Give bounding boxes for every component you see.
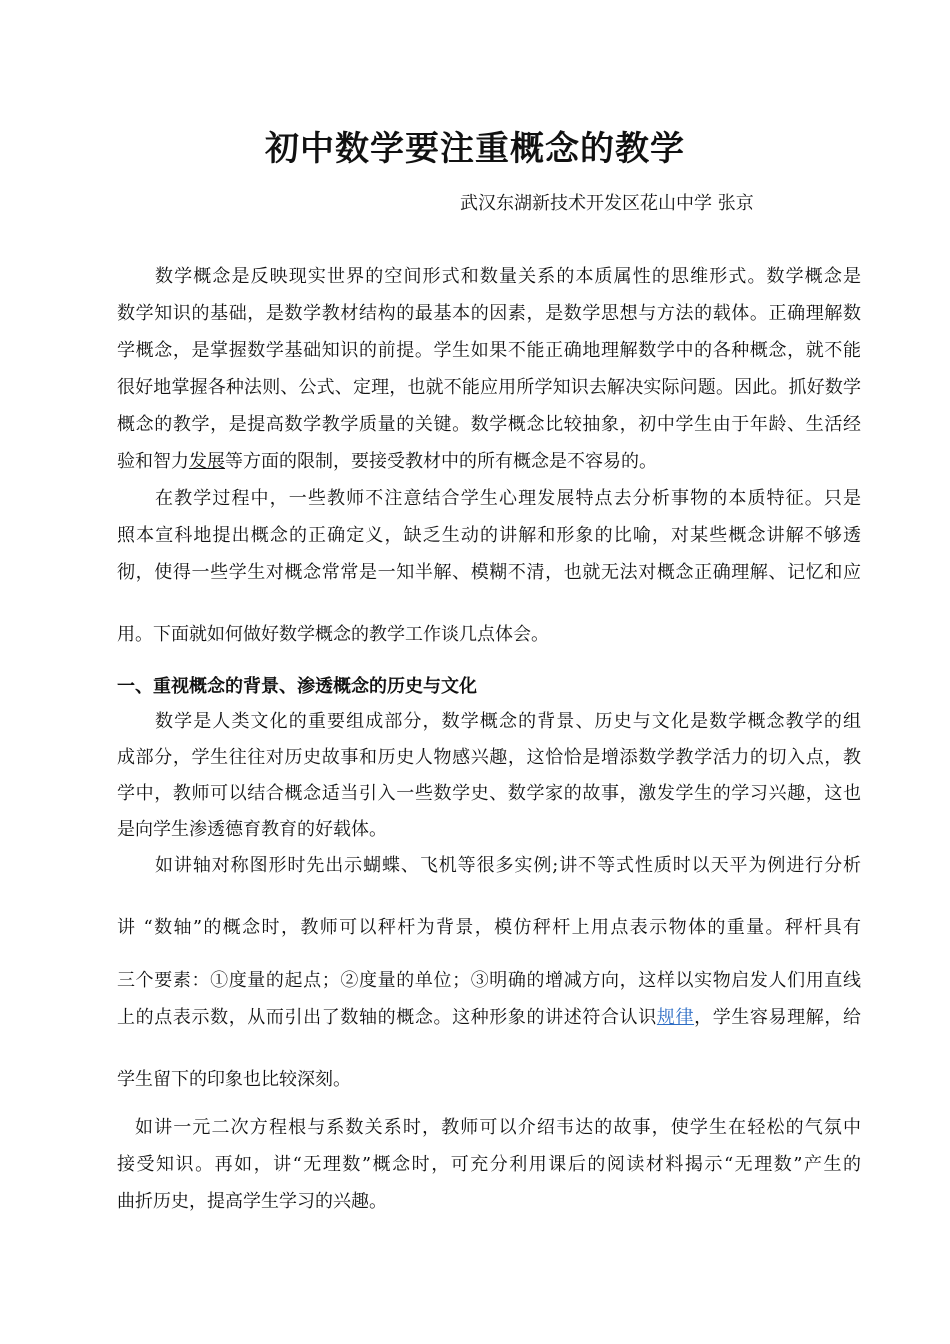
paragraph-4-line-3: 三个要素：①度量的起点；②度量的单位；③明确的增减方向，这样以实物启发人们用直线: [117, 970, 861, 991]
paragraph-3-line-1: 数学是人类文化的重要组成部分，数学概念的背景、历史与文化是数学概念教学的组: [155, 711, 861, 732]
paragraph-3-line-4: 是向学生渗透德育教育的好载体。: [117, 819, 387, 840]
law-link[interactable]: 规律: [656, 1007, 695, 1028]
text-segment: 等方面的限制，要接受教材中的所有概念是不容易的。: [225, 451, 657, 472]
paragraph-4-line-5: 学生留下的印象也比较深刻。: [117, 1069, 351, 1090]
paragraph-3-line-2: 成部分，学生往往对历史故事和历史人物感兴趣，这恰恰是增添数学教学活力的切入点，教: [117, 747, 861, 768]
author-line: 武汉东湖新技术开发区花山中学 张京: [460, 193, 754, 214]
text-segment: ，学生容易理解，给: [694, 1007, 862, 1028]
paragraph-1-line-3: 学概念，是掌握数学基础知识的前提。学生如果不能正确地理解数学中的各种概念，就不能: [117, 340, 861, 361]
paragraph-1-line-2: 数学知识的基础，是数学教材结构的最基本的因素，是数学思想与方法的载体。正确理解数: [117, 303, 861, 324]
paragraph-5-line-3: 曲折历史，提高学生学习的兴趣。: [117, 1191, 387, 1212]
paragraph-5-line-2: 接受知识。再如，讲“无理数”概念时，可充分利用课后的阅读材料揭示“无理数”产生的: [117, 1154, 861, 1175]
paragraph-1-line-6: [117, 447, 861, 477]
text-segment: 验和智力: [117, 451, 189, 472]
paragraph-3-line-3: 学中，教师可以结合概念适当引入一些数学史、数学家的故事，激发学生的学习兴趣，这也: [117, 783, 861, 804]
section-1-heading: 一、重视概念的背景、渗透概念的历史与文化: [117, 676, 477, 697]
paragraph-2-line-4: 用。下面就如何做好数学概念的教学工作谈几点体会。: [117, 624, 549, 645]
paragraph-4-line-2: 讲 “数轴”的概念时，教师可以秤杆为背景，模仿秤杆上用点表示物体的重量。秤杆具有: [117, 917, 861, 938]
paragraph-1-line-5: 概念的教学，是提高数学教学质量的关键。数学概念比较抽象，初中学生由于年龄、生活经: [117, 414, 861, 435]
paragraph-2-line-2: 照本宣科地提出概念的正确定义，缺乏生动的讲解和形象的比喻，对某些概念讲解不够透: [117, 525, 861, 546]
paragraph-5-line-1: 如讲一元二次方程根与系数关系时，教师可以介绍韦达的故事，使学生在轻松的气氛中: [135, 1117, 861, 1138]
paragraph-2-line-1: 在教学过程中，一些教师不注意结合学生心理发展特点去分析事物的本质特征。只是: [155, 488, 861, 509]
text-segment: 上的点表示数，从而引出了数轴的概念。这种形象的讲述符合认识: [117, 1007, 657, 1028]
paragraph-2-line-3: 彻，使得一些学生对概念常常是一知半解、模糊不清，也就无法对概念正确理解、记忆和应: [117, 562, 861, 583]
paragraph-4-line-1: 如讲轴对称图形时先出示蝴蝶、飞机等很多实例;讲不等式性质时以天平为例进行分析: [155, 855, 861, 876]
paragraph-1-line-4: 很好地掌握各种法则、公式、定理，也就不能应用所学知识去解决实际问题。因此。抓好数学: [117, 377, 861, 398]
paragraph-1-line-1: 数学概念是反映现实世界的空间形式和数量关系的本质属性的思维形式。数学概念是: [155, 266, 861, 287]
paragraph-4-line-4: [117, 1003, 861, 1033]
document-title: 初中数学要注重概念的教学: [265, 129, 685, 169]
development-link[interactable]: 发展: [189, 451, 225, 472]
